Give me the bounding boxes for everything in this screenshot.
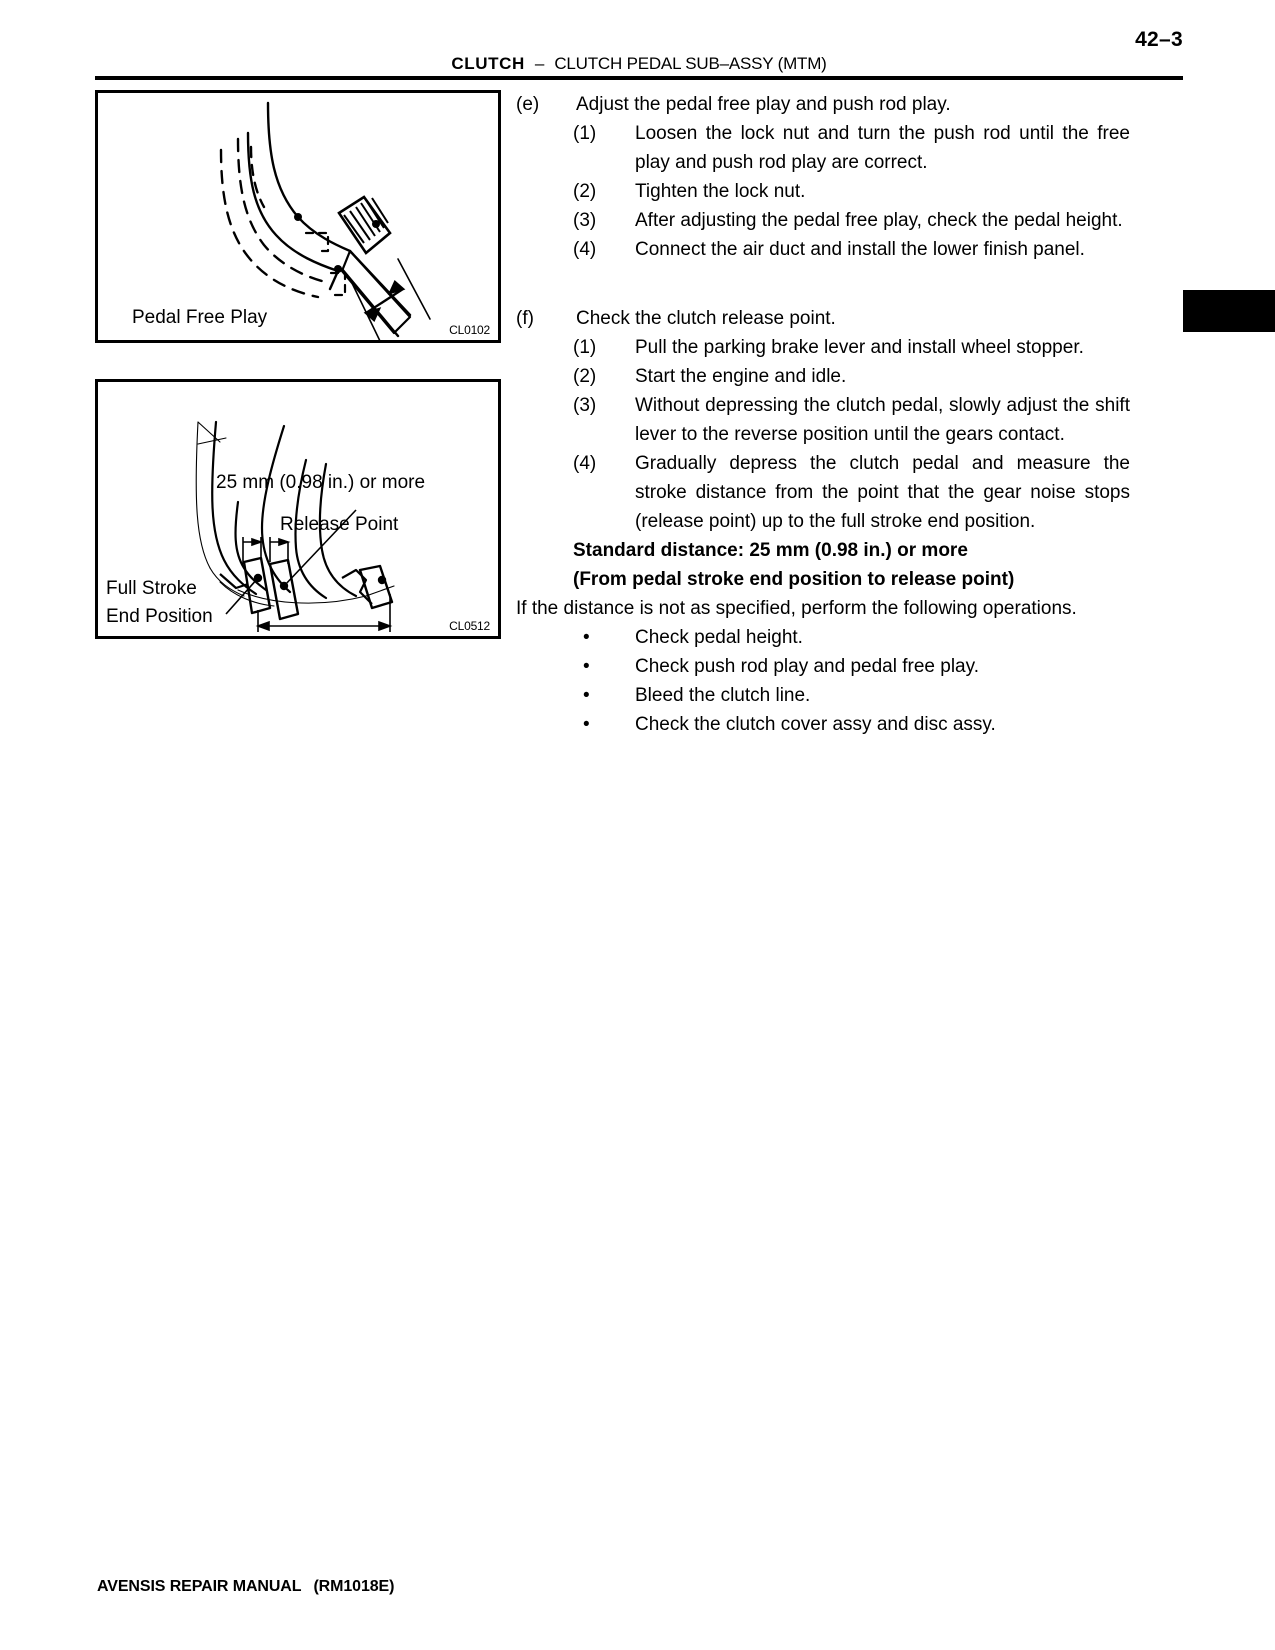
remedy-item-1 [573,623,1130,652]
figure-2-label-distance: 25 mm (0.98 in.) or more [216,472,426,493]
procedure-group-e [516,90,1130,264]
procedure-e-step-4 [573,235,1130,264]
step-text: Tighten the lock nut. [635,181,806,202]
bullet-icon: • [583,627,590,648]
section-spacer [516,264,1130,304]
standard-distance-note: (From pedal stroke end position to release point) [573,569,1015,590]
step-marker: (4) [573,453,597,474]
figure-2-label-full-stroke: Full Stroke [106,578,197,599]
bullet-text: Check the clutch cover assy and disc assy. [635,714,996,735]
procedure-f-heading [516,304,1130,333]
bullet-icon: • [583,714,590,735]
header-separator: – [534,54,545,73]
figure-2-label-release-point: Release Point [280,514,399,535]
bullet-text: Bleed the clutch line. [635,685,811,706]
procedure-f-step-3 [573,391,1130,449]
section-index-tab [1183,290,1275,332]
header-subsection-label: CLUTCH PEDAL SUB–ASSY (MTM) [554,54,827,73]
page-number: 42–3 [1135,28,1183,51]
procedure-e-heading [516,90,1130,119]
figure-clutch-release-point [95,379,501,639]
procedure-e-marker: (e) [516,94,540,115]
procedure-f-title: Check the clutch release point. [576,308,836,329]
procedure-body [516,90,1130,739]
procedure-e-step-2 [573,177,1130,206]
figure-2-label-end-position: End Position [106,606,213,627]
step-text: Gradually depress the clutch pedal and measure the stroke distance from the point that the gear noise stops (release point) up to the full stroke end position. [635,453,1130,532]
step-marker: (3) [573,395,597,416]
figure-pedal-free-play [95,90,501,343]
figure-1-label-pedal-free-play: Pedal Free Play [132,307,268,328]
figure-2-drawing [98,382,498,636]
figure-2-id: CL0512 [449,619,490,633]
step-text: Loosen the lock nut and turn the push rod until the free play and push rod play are correct. [635,123,1130,173]
footer-manual-name: AVENSIS REPAIR MANUAL [97,1578,302,1595]
procedure-f-step-4 [573,449,1130,536]
step-text: Connect the air duct and install the lower finish panel. [635,239,1085,260]
step-marker: (2) [573,181,597,202]
bullet-text: Check pedal height. [635,627,803,648]
remedy-item-4 [573,710,1130,739]
procedure-group-f [516,304,1130,739]
out-of-spec-note: If the distance is not as specified, perform the following operations. [516,598,1077,619]
procedure-e-step-1 [573,119,1130,177]
figure-1-id: CL0102 [449,323,490,337]
remedy-item-3 [573,681,1130,710]
step-text: After adjusting the pedal free play, check the pedal height. [635,210,1123,231]
bullet-icon: • [583,685,590,706]
bullet-icon: • [583,656,590,677]
step-text: Start the engine and idle. [635,366,847,387]
step-text: Without depressing the clutch pedal, slowly adjust the shift lever to the reverse position until the gears contact. [635,395,1130,445]
header-section-label: CLUTCH [451,54,525,73]
page-header-title [95,54,1183,74]
procedure-e-step-3 [573,206,1130,235]
bullet-text: Check push rod play and pedal free play. [635,656,979,677]
procedure-f-step-1 [573,333,1130,362]
standard-distance-line: Standard distance: 25 mm (0.98 in.) or more [573,540,968,561]
step-marker: (1) [573,337,597,358]
header-rule [95,76,1183,80]
footer-manual-code: (RM1018E) [313,1578,395,1595]
step-text: Pull the parking brake lever and install wheel stopper. [635,337,1084,358]
remedy-item-2 [573,652,1130,681]
step-marker: (1) [573,123,597,144]
procedure-f-marker: (f) [516,308,534,329]
step-marker: (2) [573,366,597,387]
step-marker: (4) [573,239,597,260]
figure-1-drawing [98,93,498,340]
step-marker: (3) [573,210,597,231]
procedure-e-title: Adjust the pedal free play and push rod play. [576,94,951,115]
procedure-f-step-2 [573,362,1130,391]
page-footer [97,1578,394,1596]
